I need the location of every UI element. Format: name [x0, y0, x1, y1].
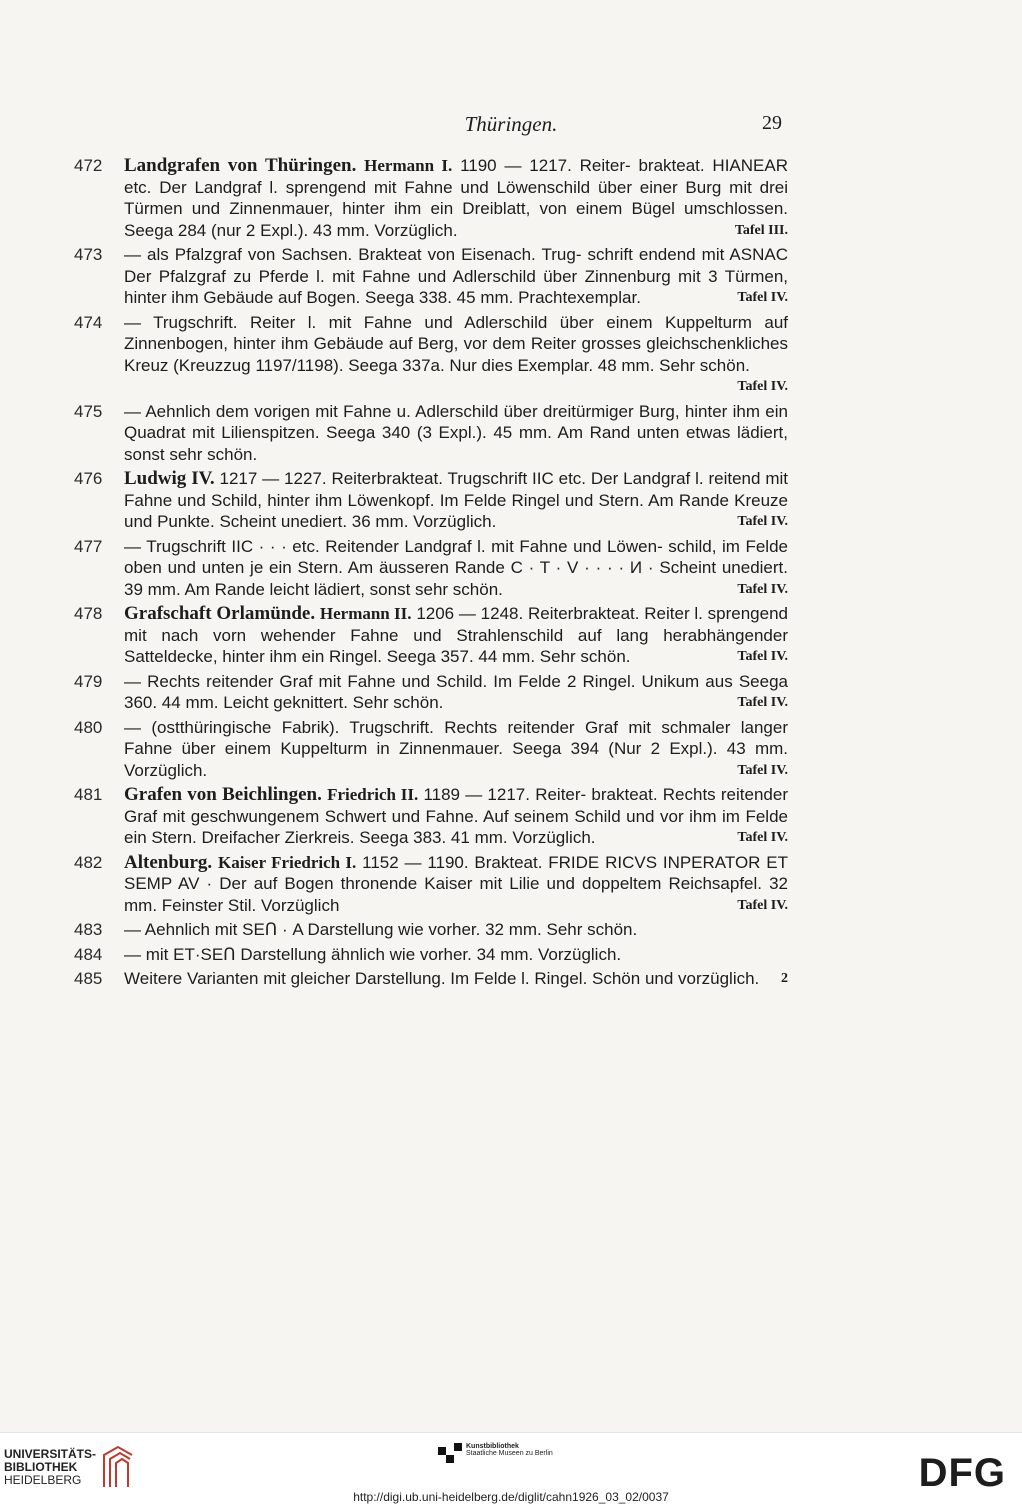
- kb-title: Kunstbibliothek: [466, 1443, 519, 1450]
- tafel-ref: Tafel III.: [734, 222, 788, 238]
- entry-ruler: Hermann II.: [319, 604, 412, 623]
- entry-text: — Trugschrift. Reiter l. mit Fahne und Adlerschild über einem Kuppelturm auf Zinnenbogen, hinter ihm Gebäude auf Berg, vor dem Reiter grosses gleichschenkliches Kreuz (Kreuzzug 1197/1198). Seega 337a. Nur dies Exemplar. 48 mm. Sehr schön.: [124, 312, 788, 375]
- entry-text: Weitere Varianten mit gleicher Darstellung. Im Felde l. Ringel. Schön und vorzüglich.: [124, 969, 760, 988]
- catalog-entry: [0, 401, 1022, 466]
- entry-number: 474: [74, 312, 103, 332]
- entry-text: — als Pfalzgraf von Sachsen. Brakteat von Eisenach. Trug- schrift endend mit ASNAC Der Pfalzgraf zu Pferde l. mit Fahne und Adlerschild über Zinnenburg mit 3 Türmen, hinter ihm Gebäude auf Bogen. Seega 338. 45 mm. Prachtexemplar.: [124, 245, 788, 307]
- catalog-entry: [0, 603, 1022, 668]
- viewer-footer: [0, 1432, 1022, 1506]
- entry-number: 480: [74, 717, 103, 737]
- permalink-url[interactable]: http://digi.ub.uni-heidelberg.de/diglit/cahn1926_03_02/0037: [353, 1490, 669, 1504]
- entry-text: — Aehnlich mit SEՈ · A Darstellung wie vorher. 32 mm. Sehr schön.: [124, 920, 638, 939]
- dfg-logo[interactable]: DFG: [918, 1451, 1006, 1495]
- catalog-entry: [0, 717, 1022, 782]
- tafel-ref: Tafel IV.: [737, 379, 788, 394]
- tafel-ref: Tafel IV.: [737, 581, 788, 597]
- catalog-entry: [0, 312, 1022, 398]
- tafel-ref: Tafel IV.: [737, 762, 788, 778]
- entry-text: 1217 — 1227. Reiterbrakteat. Trugschrift IIC etc. Der Landgraf l. reitend mit Fahne und Schild, hinter ihm Löwenkopf. Im Felde Ringel und Stern. Am Rande Kreuze und Punkte. Scheint unediert. 36 mm. Vorzüglich.: [124, 469, 788, 531]
- entry-heading: Grafen von Beichlingen.: [124, 784, 322, 805]
- entry-ruler: Kaiser Friedrich I.: [217, 852, 357, 872]
- entry-number: 477: [74, 536, 103, 556]
- entry-text: 1206 — 1248. Reiterbrakteat. Reiter l. sprengend mit nach vorn wehender Fahne und Strahlenschild auf lang herabhängender Satteldecke, hinter ihm ein Ringel. Seega 357. 44 mm. Sehr schön.: [124, 604, 788, 666]
- university-library-name: [4, 1448, 96, 1487]
- entry-number: 483: [74, 920, 103, 939]
- kb-mark-icon: [438, 1443, 462, 1469]
- tafel-ref: 2: [781, 971, 788, 986]
- entry-text: — Aehnlich dem vorigen mit Fahne u. Adlerschild über dreitürmiger Burg, hinter ihm ein Quadrat mit Lilienspitzen. Seega 340 (3 Expl.). 45 mm. Am Rand unten etwas lädiert, sonst sehr schön.: [124, 401, 788, 464]
- entry-heading: Grafschaft Orlamünde.: [124, 603, 316, 624]
- catalog-entry: [0, 468, 1022, 533]
- ub-emblem-icon: [98, 1443, 138, 1491]
- entry-number: 484: [74, 944, 103, 964]
- catalog-entry: [0, 536, 1022, 601]
- catalog-entry: [0, 919, 1022, 941]
- entry-text: 1189 — 1217. Reiter- brakteat. Rechts reitender Graf mit geschwungenem Schwert und Fahne. Auf seinem Schild und vor ihm im Felde ein Stern. Dreifacher Zierkreis. Seega 383. 41 mm. Vorzüglich.: [124, 785, 788, 847]
- entry-number: 473: [74, 245, 103, 264]
- catalog-entry: [0, 968, 1022, 990]
- entry-ruler: Hermann I.: [364, 156, 453, 175]
- catalog-entry: [0, 944, 1022, 966]
- entry-number: 481: [74, 785, 103, 804]
- entry-number: 479: [74, 671, 103, 691]
- entry-text: — Trugschrift IIC · · · etc. Reitender Landgraf l. mit Fahne und Löwen- schild, im Felde oben und unten je ein Stern. Am äusseren Rande C · T · V · · · · И · Scheint unediert. 39 mm. Am Rande leicht lädiert, sonst sehr schön.: [124, 536, 788, 599]
- entry-heading: Landgrafen von Thüringen.: [124, 155, 357, 176]
- tafel-ref: Tafel IV.: [737, 649, 788, 664]
- catalog-entry: [0, 671, 1022, 714]
- entry-heading: Altenburg.: [124, 851, 213, 873]
- page-number: 29: [762, 112, 782, 134]
- entry-ruler: Friedrich II.: [327, 785, 419, 804]
- university-library-logo[interactable]: [4, 1443, 138, 1491]
- entry-text: 1152 — 1190. Brakteat. FRIDE RICVS INPERATOR ET SEMP AV · Der auf Bogen thronende Kaiser mit Lilie und doppeltem Reichsapfel. 32 mm. Feinster Stil. Vorzüglich: [124, 852, 788, 915]
- entry-number: 478: [74, 604, 103, 623]
- catalog-entries: [0, 155, 1022, 993]
- entry-text: 1190 — 1217. Reiter- brakteat. HIANEAR etc. Der Landgraf l. sprengend mit Fahne und Löwenschild über einer Burg mit drei Türmen und Zinnenmauer, hinter ihm ein Dreiblatt, von einem Bügel umschlossen. Seega 284 (nur 2 Expl.). 43 mm. Vorzüglich.: [124, 156, 789, 240]
- catalog-entry: [0, 784, 1022, 849]
- tafel-ref: Tafel IV.: [737, 830, 788, 845]
- tafel-ref: Tafel IV.: [737, 695, 788, 710]
- entry-number: 475: [74, 401, 103, 421]
- entry-number: 476: [74, 469, 103, 488]
- entry-number: 472: [74, 156, 103, 175]
- ub-line1: UNIVERSITÄTS-: [4, 1446, 97, 1461]
- running-title: Thüringen.: [464, 112, 558, 136]
- entry-text: — (ostthüringische Fabrik). Trugschrift. Rechts reitender Graf mit schmaler langer Fahne über einem Kuppelturm in Zinnenmauer. Seega 394 (Nur 2 Expl.). 43 mm. Vorzüglich.: [124, 717, 788, 780]
- entry-text: — Rechts reitender Graf mit Fahne und Schild. Im Felde 2 Ringel. Unikum aus Seega 360. 44 mm. Leicht geknittert. Sehr schön.: [124, 671, 788, 712]
- catalog-entry: [0, 155, 1022, 241]
- tafel-ref: Tafel IV.: [737, 897, 788, 913]
- catalog-entry: [0, 244, 1022, 309]
- kb-subtitle: Staatliche Museen zu Berlin: [466, 1450, 553, 1457]
- entry-heading: Ludwig IV.: [124, 468, 215, 489]
- tafel-ref: Tafel IV.: [737, 514, 788, 529]
- ub-line3: HEIDELBERG: [4, 1472, 82, 1487]
- page-header: [0, 112, 1022, 140]
- ub-line2: BIBLIOTHEK: [4, 1459, 78, 1474]
- catalog-entry: [0, 852, 1022, 917]
- entry-text: — mit ET·SEՈ Darstellung ähnlich wie vorher. 34 mm. Vorzüglich.: [124, 944, 622, 964]
- kunstbibliothek-logo[interactable]: [438, 1443, 553, 1469]
- entry-number: 482: [74, 852, 103, 872]
- entry-number: 485: [74, 969, 103, 988]
- tafel-ref: Tafel IV.: [737, 290, 788, 305]
